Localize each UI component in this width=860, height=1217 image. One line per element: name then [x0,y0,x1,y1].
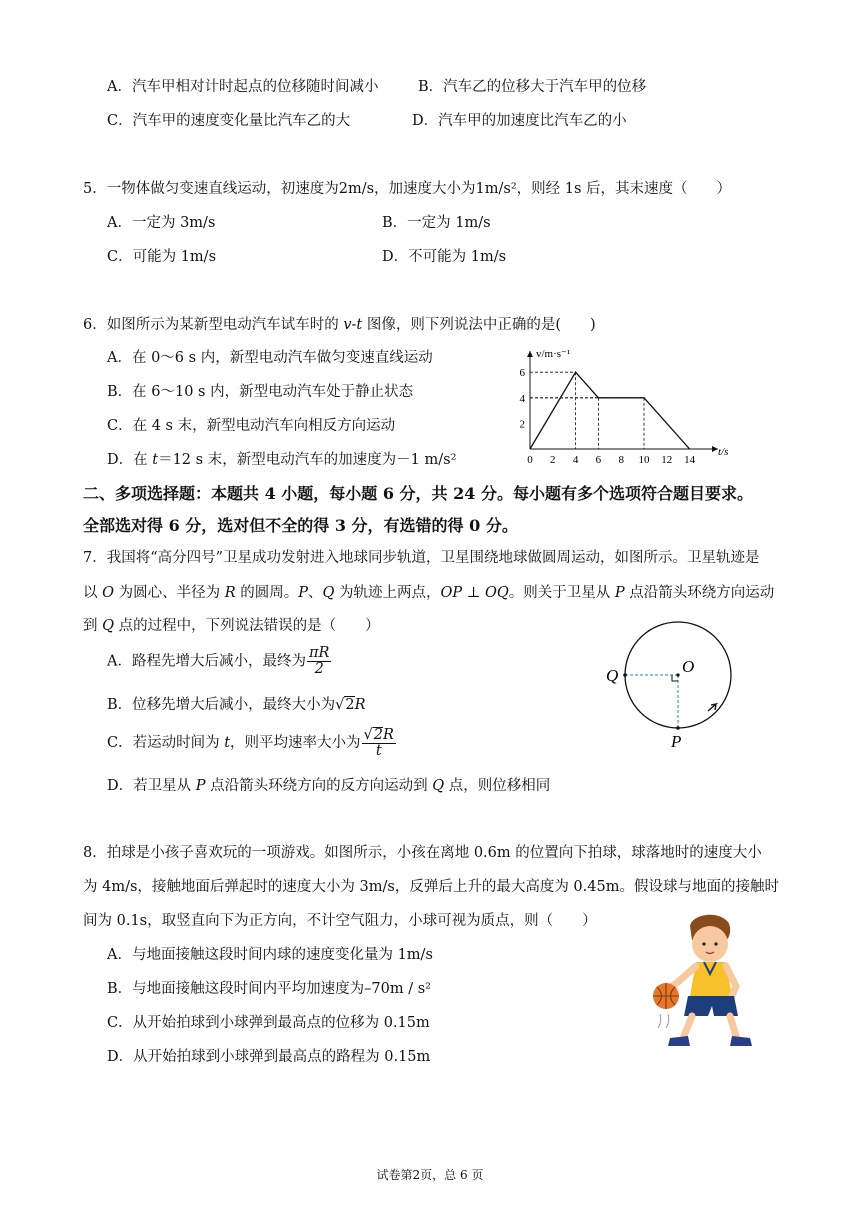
direction-arrow-icon [708,704,716,711]
q5-option-b: B．一定为 1m/s [382,215,491,231]
q5-option-d: D．不可能为 1m/s [382,249,507,265]
x-tick-label: 2 [550,454,556,463]
q5-stem: 5．一物体做匀变速直线运动，初速度为2m/s，加速度大小为1m/s²，则经 1s 后，其末速度（ ） [83,181,732,197]
y-tick-label: 4 [519,392,525,405]
q8-option-a: A．与地面接触这段时间内球的速度变化量为 1m/s [107,947,433,963]
q7-option-c: C．若运动时间为 t，则平均速率大小为 $\frac{√2R}{t}$ [107,727,394,760]
q6-option-a: A．在 0～6 s 内，新型电动汽车做匀变速直线运动 [107,350,433,366]
x-tick-label: 0 [527,454,533,463]
y-tick-label: 2 [519,418,525,431]
q8-option-d: D．从开始拍球到小球弹到最高点的路程为 0.15m [107,1049,431,1065]
q8-stem-line2: 为 4m/s，接触地面后弹起时的速度大小为 3m/s，反弹后上升的最大高度为 0.45m。假设球与地面的接触时 [83,879,779,895]
q7-option-a: A．路程先增大后减小，最终为 $\frac{\pi R}{2}$ [107,645,330,678]
vt-chart [505,343,735,463]
q4-option-a: A．汽车甲相对计时起点的位移随时间减小 [107,79,379,95]
q6-option-b: B．在 6～10 s 内，新型电动汽车处于静止状态 [107,384,414,400]
x-tick-label: 12 [661,454,673,463]
q6-stem: 6．如图所示为某新型电动汽车试车时的 v-t 图像，则下列说法中正确的是( ) [83,317,596,333]
label-p: P [671,732,682,751]
point-o [676,673,679,676]
q5-option-a: A．一定为 3m/s [107,215,216,231]
orbit-figure [598,618,748,758]
q8-stem-line3: 间为 0.1s，取竖直向下为正方向，不计空气阻力，小球可视为质点，则（ ） [83,913,597,929]
q6-option-d: D．在 t＝12 s 末，新型电动汽车的加速度为－1 m/s² [107,452,457,468]
q7-stem-line1: 7．我国将“高分四号”卫星成功发射进入地球同步轨道，卫星围绕地球做圆周运动，如图所示。卫星轨迹是 [83,550,760,566]
x-tick-label: 4 [572,454,579,463]
series-line [530,372,690,449]
section2-heading-line1: 二、多项选择题：本题共 4 小题，每小题 6 分，共 24 分。每小题有多个选项符合题目要求。 [83,484,753,503]
label-o: O [682,657,695,676]
x-tick-label: 8 [618,454,624,463]
q4-option-b: B．汽车乙的位移大于汽车甲的位移 [418,79,647,95]
x-tick-label: 10 [638,454,650,463]
y-tick-label: 6 [519,367,525,380]
x-axis-label: t/s [718,446,729,458]
q8-option-c: C．从开始拍球到小球弹到最高点的位移为 0.15m [107,1015,430,1031]
q8-stem-line1: 8．拍球是小孩子喜欢玩的一项游戏。如图所示，小孩在离地 0.6m 的位置向下拍球，球落地时的速度大小 [83,845,762,861]
page-footer: 试卷第2页，总 6 页 [376,1168,484,1182]
q8-option-b: B．与地面接触这段时间内平均加速度为–70m / s² [107,981,431,997]
point-p [676,726,680,730]
child-dribbling-illustration [640,912,760,1054]
q4-option-d: D．汽车甲的加速度比汽车乙的小 [412,113,627,129]
y-axis-label: v/m·s⁻¹ [536,348,571,360]
q4-option-c: C．汽车甲的速度变化量比汽车乙的大 [107,113,351,129]
q7-stem-line3: 到 Q 点的过程中，下列说法错误的是（ ） [83,618,380,634]
q7-option-d: D．若卫星从 P 点沿箭头环绕方向的反方向运动到 Q 点，则位移相同 [107,778,551,794]
q6-option-c: C．在 4 s 末，新型电动汽车向相反方向运动 [107,418,396,434]
label-q: Q [606,666,619,685]
q7-stem-line2: 以 O 为圆心、半径为 R 的圆周。P、Q 为轨迹上两点，OP ⊥ OQ。则关于卫星从 P 点沿箭头环绕方向运动 [83,585,775,601]
section2-heading-line2: 全部选对得 6 分，选对但不全的得 3 分，有选错的得 0 分。 [83,516,518,535]
q5-option-c: C．可能为 1m/s [107,249,217,265]
point-q [623,673,627,677]
x-tick-label: 14 [684,454,696,463]
x-tick-label: 6 [595,454,602,463]
q7-option-b: B．位移先增大后减小，最终大小为√2R [107,697,366,713]
